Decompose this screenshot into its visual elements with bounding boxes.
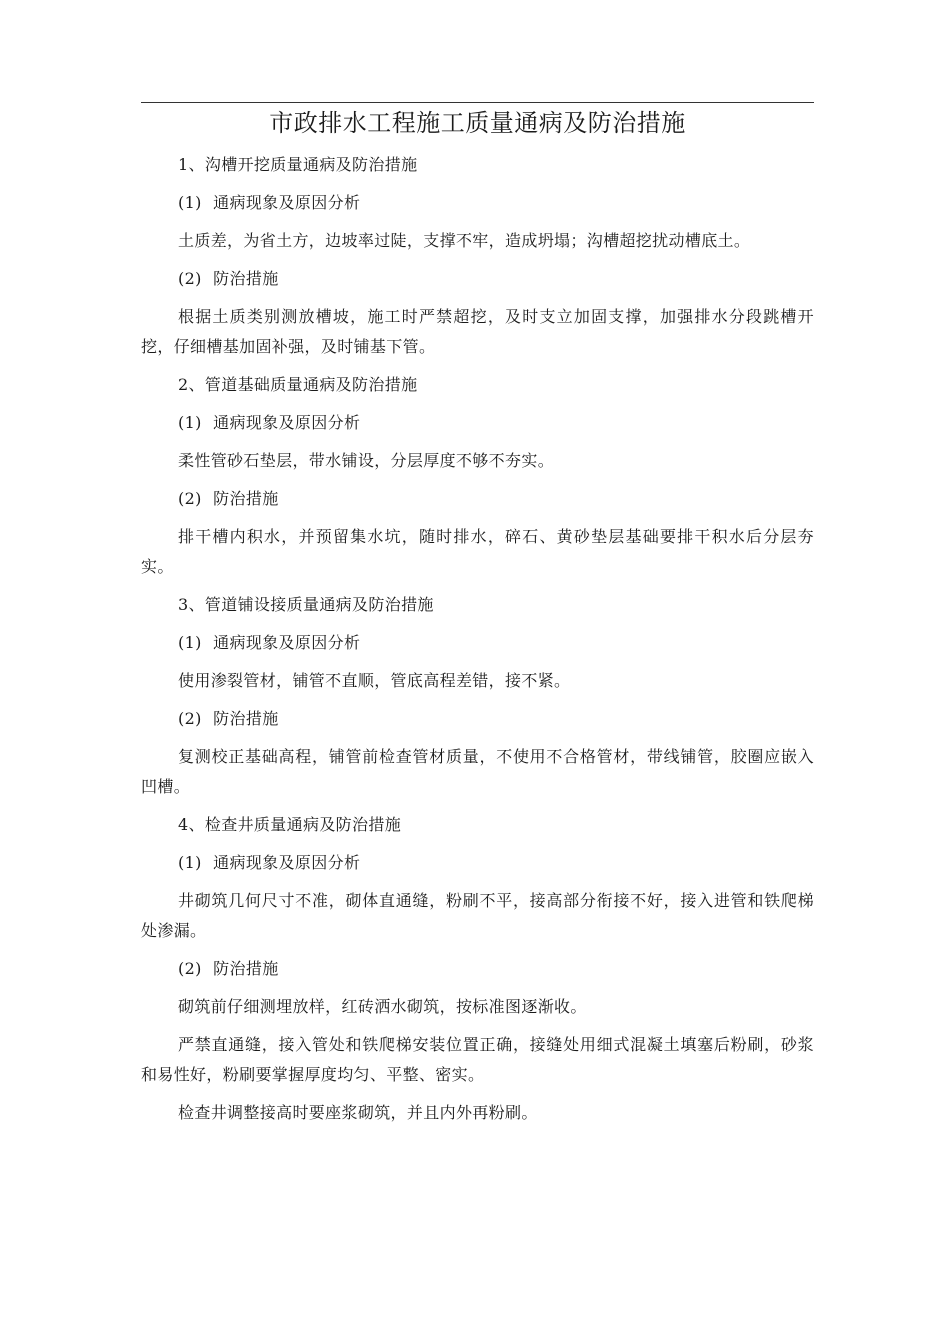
prevention-label: (2) 防治措施: [178, 269, 279, 288]
document-body: [141, 150, 814, 1136]
prevention-text: 砌筑前仔细测埋放样，红砖洒水砌筑，按标准图逐渐收。: [178, 997, 587, 1016]
document-title: 市政排水工程施工质量通病及防治措施: [269, 109, 686, 137]
cause-analysis-text: 土质差，为省土方，边坡率过陡，支撑不牢，造成坍塌；沟槽超挖扰动槽底土。: [178, 231, 751, 250]
section-heading: 1、沟槽开挖质量通病及防治措施: [178, 155, 418, 174]
section-pipe-laying: [141, 590, 814, 802]
prevention-label: (2) 防治措施: [178, 709, 279, 728]
prevention-text: 复测校正基础高程，铺管前检查管材质量，不使用不合格管材，带线铺管，胶圈应嵌入凹槽。: [141, 747, 814, 796]
prevention-text: 根据土质类别测放槽坡，施工时严禁超挖，及时支立加固支撑，加强排水分段跳槽开挖，仔细槽基加固补强，及时铺基下管。: [141, 307, 814, 356]
cause-analysis-label: (1) 通病现象及原因分析: [178, 193, 361, 212]
cause-analysis-text: 井砌筑几何尺寸不准，砌体直通缝，粉刷不平，接高部分衔接不好，接入进管和铁爬梯处渗漏。: [141, 891, 814, 940]
prevention-text-extra: 严禁直通缝，接入管处和铁爬梯安装位置正确，接缝处用细式混凝土填塞后粉刷，砂浆和易性好，粉刷要掌握厚度均匀、平整、密实。: [141, 1035, 814, 1084]
section-heading: 2、管道基础质量通病及防治措施: [178, 375, 418, 394]
section-trench-excavation: [141, 150, 814, 362]
section-heading: 4、检查井质量通病及防治措施: [178, 815, 402, 834]
cause-analysis-text: 柔性管砂石垫层，带水铺设，分层厚度不够不夯实。: [178, 451, 555, 470]
cause-analysis-label: (1) 通病现象及原因分析: [178, 853, 361, 872]
section-inspection-well: [141, 810, 814, 1128]
cause-analysis-label: (1) 通病现象及原因分析: [178, 633, 361, 652]
prevention-label: (2) 防治措施: [178, 959, 279, 978]
section-pipe-foundation: [141, 370, 814, 582]
prevention-text: 排干槽内积水，并预留集水坑，随时排水，碎石、黄砂垫层基础要排干积水后分层夯实。: [141, 527, 814, 576]
prevention-text-extra: 检查井调整接高时要座浆砌筑，并且内外再粉刷。: [178, 1103, 538, 1122]
cause-analysis-text: 使用渗裂管材，铺管不直顺，管底高程差错，接不紧。: [178, 671, 571, 690]
section-heading: 3、管道铺设接质量通病及防治措施: [178, 595, 434, 614]
cause-analysis-label: (1) 通病现象及原因分析: [178, 413, 361, 432]
prevention-label: (2) 防治措施: [178, 489, 279, 508]
header-rule: [141, 102, 814, 103]
